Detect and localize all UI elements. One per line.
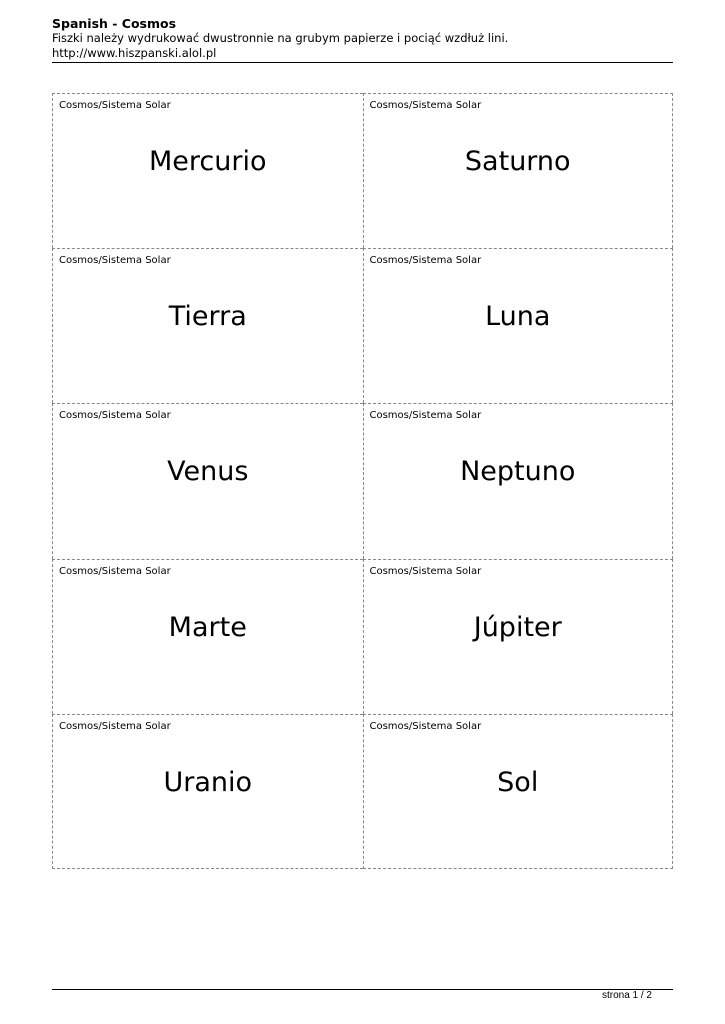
card-word: Mercurio <box>149 146 267 177</box>
flashcard <box>52 93 363 248</box>
card-category: Cosmos/Sistema Solar <box>59 565 171 577</box>
card-word: Luna <box>485 301 551 333</box>
card-category: Cosmos/Sistema Solar <box>369 565 482 577</box>
card-category: Cosmos/Sistema Solar <box>369 255 482 267</box>
card-category: Cosmos/Sistema Solar <box>59 100 171 111</box>
card-word: Uranio <box>163 766 253 798</box>
page-number: strona 1 / 2 <box>601 990 652 1001</box>
flashcard <box>363 248 674 403</box>
page-header <box>52 16 673 61</box>
flashcard <box>363 714 674 869</box>
card-category: Cosmos/Sistema Solar <box>59 255 171 267</box>
card-word: Neptuno <box>460 456 576 488</box>
flashcard <box>363 93 674 248</box>
card-word: Venus <box>167 456 249 488</box>
document-title: Spanish - Cosmos <box>52 16 177 31</box>
card-word: Sol <box>497 766 539 798</box>
flashcard <box>52 248 363 403</box>
card-category: Cosmos/Sistema Solar <box>369 410 482 422</box>
card-category: Cosmos/Sistema Solar <box>369 720 482 732</box>
card-category: Cosmos/Sistema Solar <box>59 720 171 732</box>
footer-divider <box>52 989 673 990</box>
card-word: Saturno <box>464 146 571 177</box>
flashcard <box>363 559 674 714</box>
card-category: Cosmos/Sistema Solar <box>59 410 171 422</box>
flashcard-grid <box>52 93 673 869</box>
flashcard <box>52 559 363 714</box>
card-category: Cosmos/Sistema Solar <box>369 100 482 111</box>
flashcard <box>363 403 674 558</box>
card-word: Marte <box>168 611 247 643</box>
card-word: Tierra <box>168 301 247 333</box>
card-word: Júpiter <box>473 611 562 643</box>
flashcard <box>52 714 363 869</box>
flashcard <box>52 403 363 558</box>
header-divider <box>52 62 673 63</box>
print-instruction: Fiszki należy wydrukować dwustronnie na grubym papierze i pociąć wzdłuż lini. <box>52 31 509 45</box>
source-url: http://www.hiszpanski.alol.pl <box>52 46 217 60</box>
